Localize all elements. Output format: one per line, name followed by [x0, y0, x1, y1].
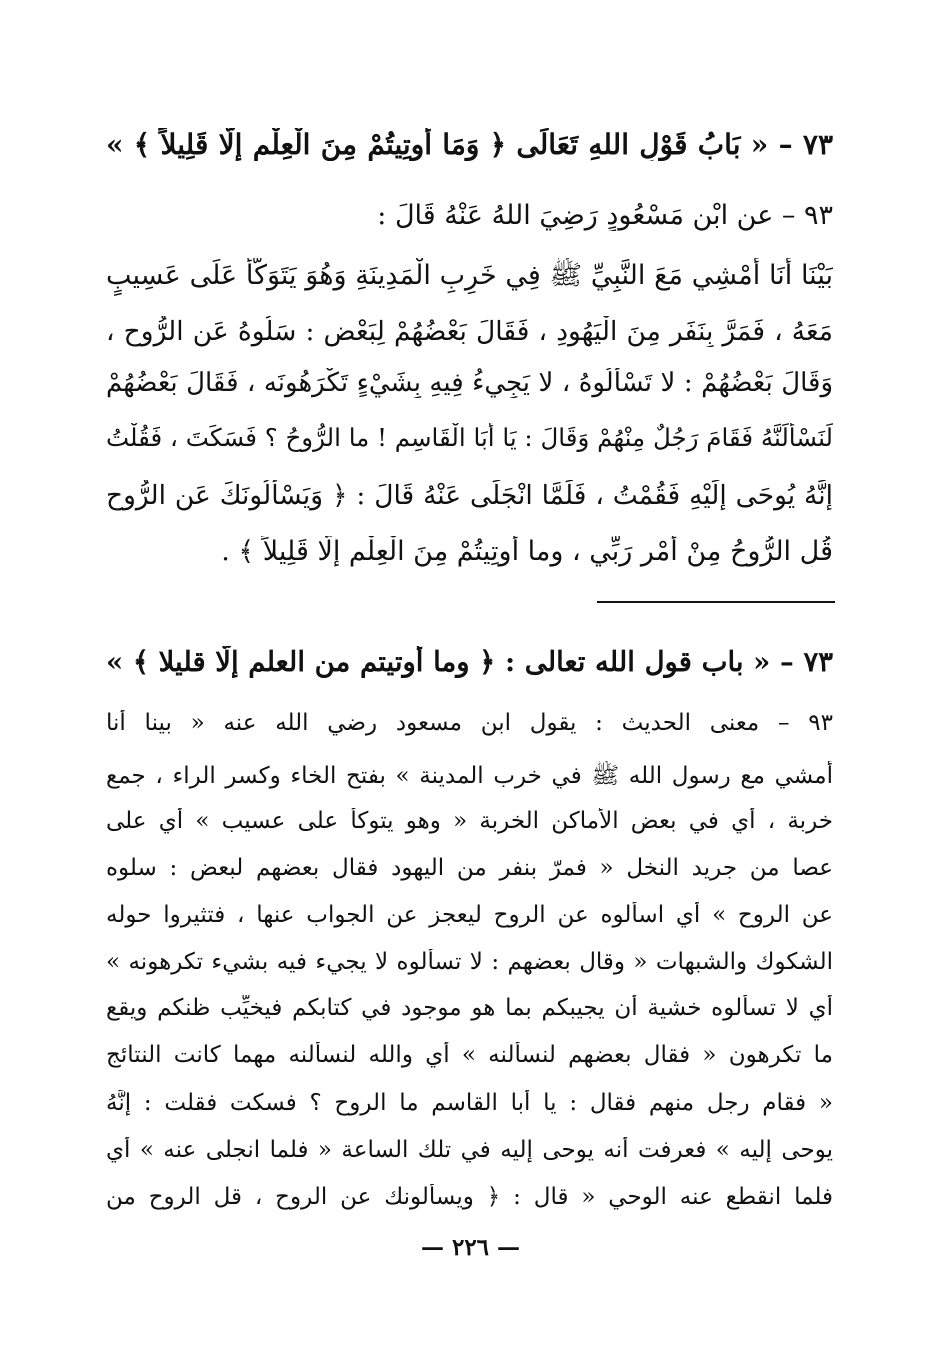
commentary-line: ٩٣ – معنى الحديث : يقول ابن مسعود رضي الله عنه « بينا أنا [106, 710, 833, 736]
hadith-text-line: بَيْنَا أَنَا أَمْشِي مَعَ النَّبِيِّ ﷺ فِي خَرِبِ الْمَدِينَةِ وَهُوَ يَتَوَكَّأُ عَلَى عَسِيبٍ [106, 260, 833, 291]
hadith-text-line: قُلِ الرُّوحُ مِنْ أَمْرِ رَبِّي ، وما أُوتِيتُمْ مِنَ الْعِلْمِ إِلَّا قَلِيلاً ﴾ . [221, 536, 833, 567]
page-number: — ٢٢٦ — [420, 1234, 521, 1261]
hadith-text-line: وَقَالَ بَعْضُهُمْ : لا تَسْأَلُوهُ ، لا يَجِيءُ فِيهِ بِشَيْءٍ تَكْرَهُونَه ، فَقَالَ بَعْضُهُمْ [106, 368, 833, 398]
commentary-line: عصا من جريد النخل « فمرّ بنفر من اليهود فقال بعضهم لبعض : سلوه [106, 855, 833, 881]
commentary-heading: ٧٣ – « باب قول الله تعالى : ﴿ وما أوتيتم من العلم إلّا قليلا ﴾ » [106, 646, 833, 678]
commentary-line: الشكوك والشبهات « وقال بعضهم : لا تسألوه لا يجيء فيه بشيء تكرهونه » [106, 949, 833, 975]
section-divider [597, 601, 835, 603]
commentary-line: أمشي مع رسول الله ﷺ في خرب المدينة » بفتح الخاء وكسر الراء ، جمع [106, 763, 833, 789]
commentary-line: « فقام رجل منهم فقال : يا أبا القاسم ما الروح ؟ فسكت فقلت : إنَّهُ [106, 1090, 833, 1116]
hadith-text-line: لَنَسْأَلَنَّهُ فَقَامَ رَجُلٌ مِنْهُمْ وَقَالَ : يَا أَبَا الْقَاسِمِ ! ما الرُّوحُ ؟ فَسَكَتَ ، فَقُلْتُ [106, 423, 833, 452]
commentary-line: خربة ، أي في بعض الأماكن الخربة « وهو يتوكأ على عسيب » أي على [106, 808, 833, 834]
commentary-line: أي لا تسألوه خشية أن يجيبكم بما هو موجود في كتابكم فيخيِّب ظنكم ويقع [106, 995, 833, 1021]
hadith-intro: ٩٣ – عن ابْنِ مَسْعُودٍ رَضِيَ اللهُ عَنْهُ قَالَ : [377, 200, 833, 231]
commentary-line: ما تكرهون « فقال بعضهم لنسألنه » أي والله لنسألنه مهما كانت النتائج [106, 1042, 833, 1068]
chapter-heading-text: ٧٣ – « بَابُ قَوْلِ اللهِ تَعَالَى ﴿ وَمَا أُوتِيتُمْ مِنَ الْعِلْمِ إِلَّا قَلِيلاً ﴾ » [106, 128, 833, 161]
commentary-line: فلما انقطع عنه الوحي « قال : ﴿ ويسألونك عن الروح ، قل الروح من [106, 1184, 833, 1210]
hadith-text-line: إِنَّهُ يُوحَى إِلَيْهِ فَقُمْتُ ، فَلَمَّا انْجَلَى عَنْهُ قَالَ : ﴿ وَيَسْأَلُونَكَ عَنِ الرُّوحِ [106, 480, 833, 511]
hadith-text-line: مَعَهُ ، فَمَرَّ بِنَفَرٍ مِنَ الْيَهُودِ ، فَقَالَ بَعْضُهُمْ لِبَعْضٍ : سَلُوهُ عَنِ الرُّوحِ ، [106, 316, 833, 347]
commentary-line: يوحى إليه » فعرفت أنه يوحى إليه في تلك الساعة « فلما انجلى عنه » أي [106, 1137, 833, 1163]
commentary-line: عن الروح » أي اسألوه عن الروح ليعجز عن الجواب عنها ، فتثيروا حوله [106, 902, 833, 928]
